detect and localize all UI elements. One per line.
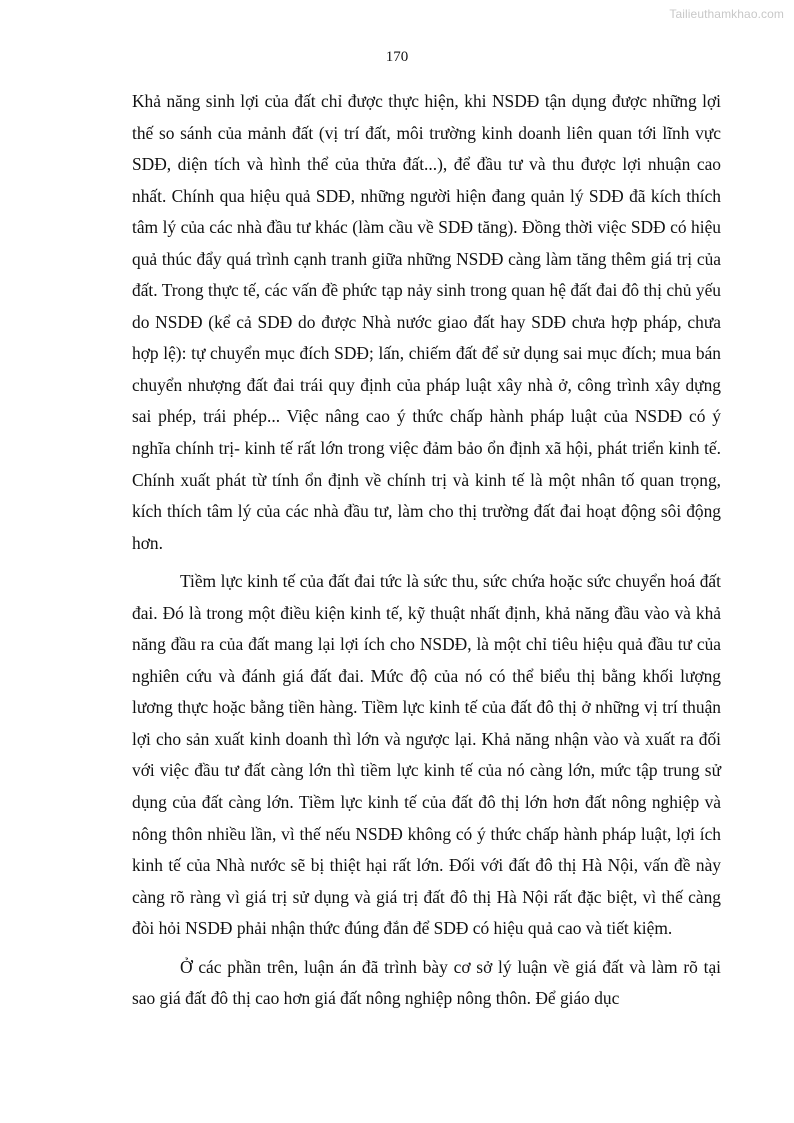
- document-body: [132, 86, 721, 1022]
- paragraph-2: Tiềm lực kinh tế của đất đai tức là sức thu, sức chứa hoặc sức chuyển hoá đất đai. Đó là trong một điều kiện kinh tế, kỹ thuật nhất định, khả năng đầu vào và khả năng đầu ra của đất mang lại lợi ích cho NSDĐ, là một chỉ tiêu hiệu quả đầu tư của nghiên cứu và đánh giá đất đai. Mức độ của nó có thể biểu thị bằng khối lượng lương thực hoặc bằng tiền hàng. Tiềm lực kinh tế của đất đô thị ở những vị trí thuận lợi cho sản xuất kinh doanh thì lớn và ngược lại. Khả năng nhận vào và xuất ra đối với việc đầu tư đất càng lớn thì tiềm lực kinh tế của nó càng lớn, mức tập trung sử dụng của đất càng lớn. Tiềm lực kinh tế của đất đô thị lớn hơn đất nông nghiệp và nông thôn nhiều lần, vì thế nếu NSDĐ không có ý thức chấp hành pháp luật, lợi ích kinh tế của Nhà nước sẽ bị thiệt hại rất lớn. Đối với đất đô thị Hà Nội, vấn đề này càng rõ ràng vì giá trị sử dụng và giá trị đất đô thị Hà Nội rất đặc biệt, vì thế càng đòi hỏi NSDĐ phải nhận thức đúng đắn để SDĐ có hiệu quả cao và tiết kiệm.: [132, 571, 721, 939]
- paragraph-3: Ở các phần trên, luận án đã trình bày cơ sở lý luận về giá đất và làm rõ tại sao giá đất đô thị cao hơn giá đất nông nghiệp nông thôn. Để giáo dục: [132, 956, 721, 1009]
- page-number: 170: [385, 49, 409, 65]
- paragraph-1: Khả năng sinh lợi của đất chỉ được thực hiện, khi NSDĐ tận dụng được những lợi thế so sánh của mảnh đất (vị trí đất, môi trường kinh doanh liên quan tới lĩnh vực SDĐ, diện tích và hình thể của thửa đất...), để đầu tư và thu được lợi nhuận cao nhất. Chính qua hiệu quả SDĐ, những người hiện đang quản lý SDĐ đã kích thích tâm lý của các nhà đầu tư khác (làm cầu về SDĐ tăng). Đồng thời việc SDĐ có hiệu quả thúc đẩy quá trình cạnh tranh giữa những NSDĐ càng làm tăng thêm giá trị của đất. Trong thực tế, các vấn đề phức tạp nảy sinh trong quan hệ đất đai đô thị chủ yếu do NSDĐ (kể cả SDĐ do được Nhà nước giao đất hay SDĐ chưa hợp pháp, chưa hợp lệ): tự chuyển mục đích SDĐ; lấn, chiếm đất để sử dụng sai mục đích; mua bán chuyển nhượng đất đai trái quy định của pháp luật xây nhà ở, công trình xây dựng sai phép, trái phép... Việc nâng cao ý thức chấp hành pháp luật của NSDĐ có ý nghĩa chính trị- kinh tế rất lớn trong việc đảm bảo ổn định xã hội, phát triển kinh tế. Chính xuất phát từ tính ổn định về chính trị và kinh tế là một nhân tố quan trọng, kích thích tâm lý của các nhà đầu tư, làm cho thị trường đất đai hoạt động sôi động hơn.: [132, 91, 721, 553]
- watermark-text: Tailieuthamkhao.com: [669, 7, 784, 21]
